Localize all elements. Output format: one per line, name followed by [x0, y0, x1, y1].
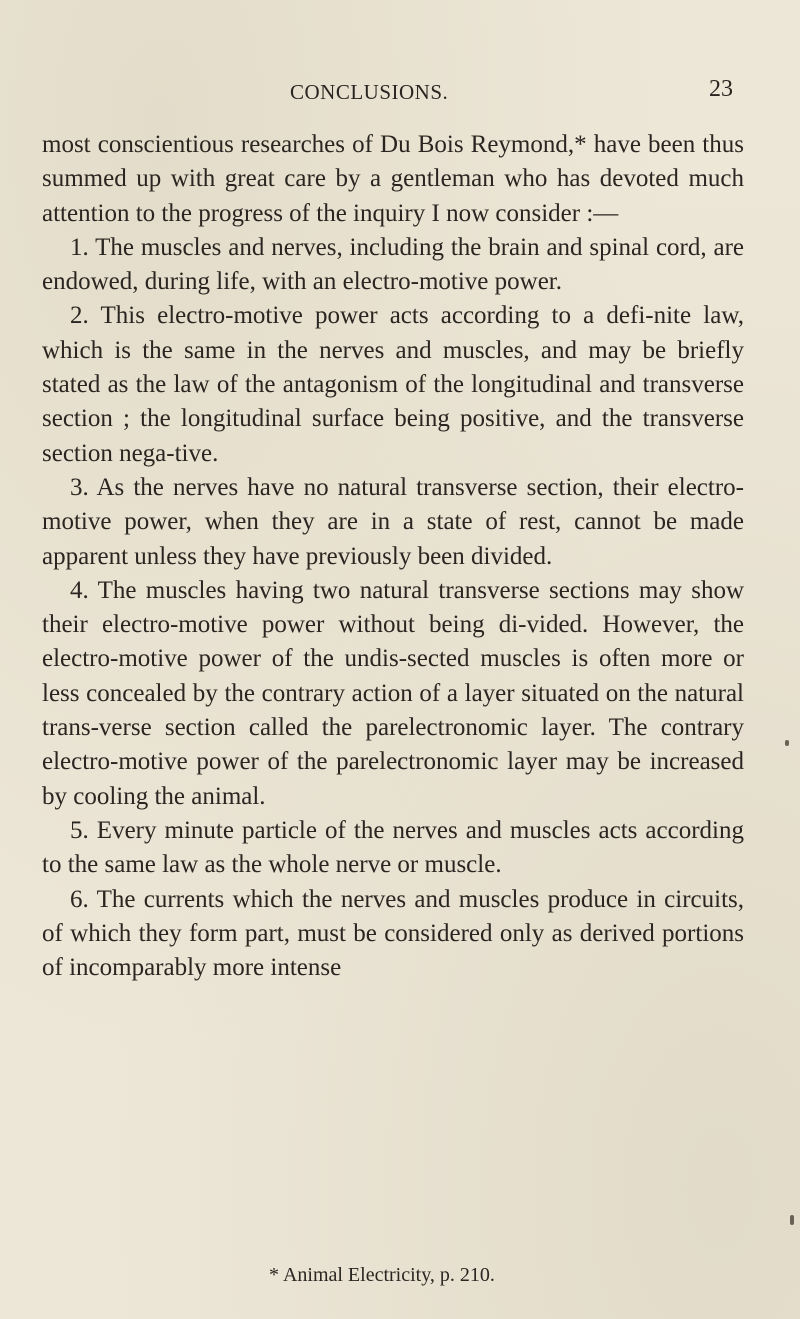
- conclusion-point-3: 3. As the nerves have no natural transverse section, their electro-motive power, when they are in a state of rest, cannot be made apparent unless they have previously been divided.: [42, 473, 744, 570]
- conclusion-point-5: 5. Every minute particle of the nerves and muscles acts according to the same law as the whole nerve or muscle.: [42, 816, 744, 879]
- page-number: 23: [709, 76, 733, 102]
- conclusion-point-6: 6. The currents which the nerves and muscles produce in circuits, of which they form part, must be considered only as derived portions of incomparably more intense: [42, 885, 744, 982]
- conclusion-point-4: 4. The muscles having two natural transverse sections may show their electro-motive power without being di-vided. However, the electro-motive power of the undis-sected muscles is often more or less concealed by the contrary action of a layer situated on the natural trans-verse section called the parelectronomic layer. The contrary electro-motive power of the parelectronomic layer may be increased by cooling the animal.: [42, 576, 744, 810]
- intro-paragraph: most conscientious researches of Du Bois Reymond,* have been thus summed up with great care by a gentleman who has devoted much attention to the progress of the inquiry I now consider :—: [42, 131, 744, 227]
- conclusion-point-1: 1. The muscles and nerves, including the brain and spinal cord, are endowed, during life, with an electro-motive power.: [42, 233, 744, 296]
- conclusion-point-2: 2. This electro-motive power acts according to a defi-nite law, which is the same in the nerves and muscles, and may be briefly stated as the law of the antagonism of the longitudinal and transverse section ; the longitudinal surface being positive, and the transverse section nega-tive.: [42, 302, 744, 467]
- running-title: CONCLUSIONS.: [290, 80, 449, 104]
- ink-speck: [790, 1215, 794, 1225]
- page-header: [0, 76, 800, 110]
- footnote: [0, 1264, 800, 1287]
- footnote-text: * Animal Electricity, p. 210.: [269, 1264, 495, 1286]
- ink-speck: [785, 740, 789, 746]
- body-text: [42, 128, 744, 985]
